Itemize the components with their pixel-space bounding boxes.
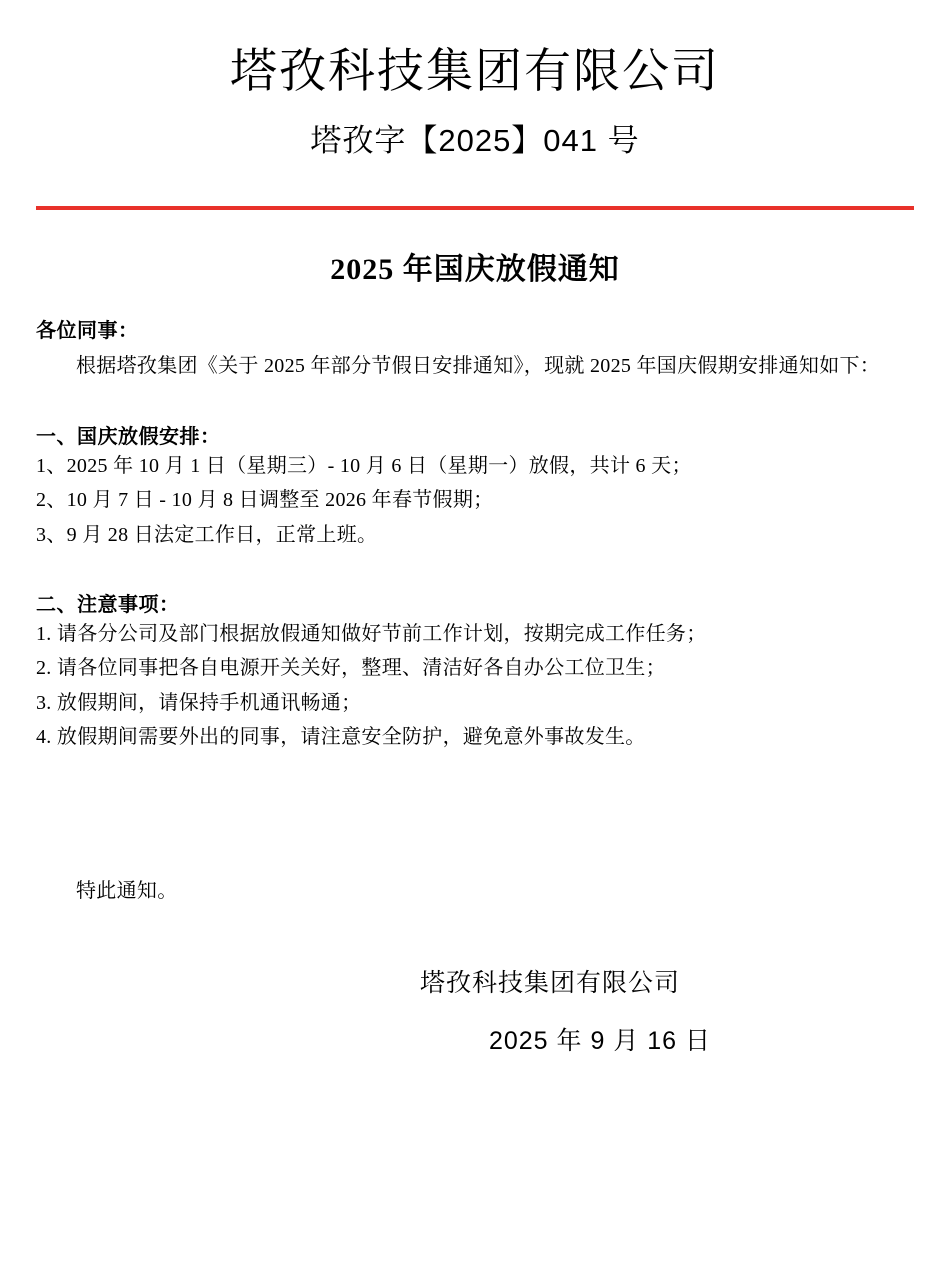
intro-paragraph: 根据塔孜集团《关于 2025 年部分节假日安排通知》，现就 2025 年国庆假期安排通知如下： xyxy=(76,354,881,377)
section-heading-holiday-schedule: 一、国庆放假安排： xyxy=(36,425,221,448)
list-item: 1. 请各分公司及部门根据放假通知做好节前工作计划，按期完成工作任务； xyxy=(36,622,707,645)
list-item: 3. 放假期间，请保持手机通讯畅通； xyxy=(36,691,362,714)
list-item: 2. 请各位同事把各自电源开关关好，整理、清洁好各自办公工位卫生； xyxy=(36,657,666,680)
list-item: 4. 放假期间需要外出的同事，请注意安全防护，避免意外事故发生。 xyxy=(36,726,646,749)
list-item: 3、9 月 28 日法定工作日，正常上班。 xyxy=(36,523,378,546)
page-title: 2025 年国庆放假通知 xyxy=(330,252,620,286)
document-number: 塔孜字【2025】041 号 xyxy=(310,122,640,158)
list-item: 2、10 月 7 日 - 10 月 8 日调整至 2026 年春节假期； xyxy=(36,489,494,512)
red-divider-rule xyxy=(36,206,914,210)
signature-organization: 塔孜科技集团有限公司 xyxy=(419,969,680,998)
closing-statement: 特此通知。 xyxy=(76,880,178,903)
organization-title: 塔孜科技集团有限公司 xyxy=(230,44,720,97)
salutation: 各位同事： xyxy=(36,319,139,342)
signature-date: 2025 年 9 月 16 日 xyxy=(488,1027,712,1056)
section-heading-notes: 二、注意事项： xyxy=(36,593,180,616)
document-page xyxy=(0,42,950,1274)
list-item: 1、2025 年 10 月 1 日（星期三）- 10 月 6 日（星期一）放假，共计 6 天； xyxy=(36,454,692,477)
